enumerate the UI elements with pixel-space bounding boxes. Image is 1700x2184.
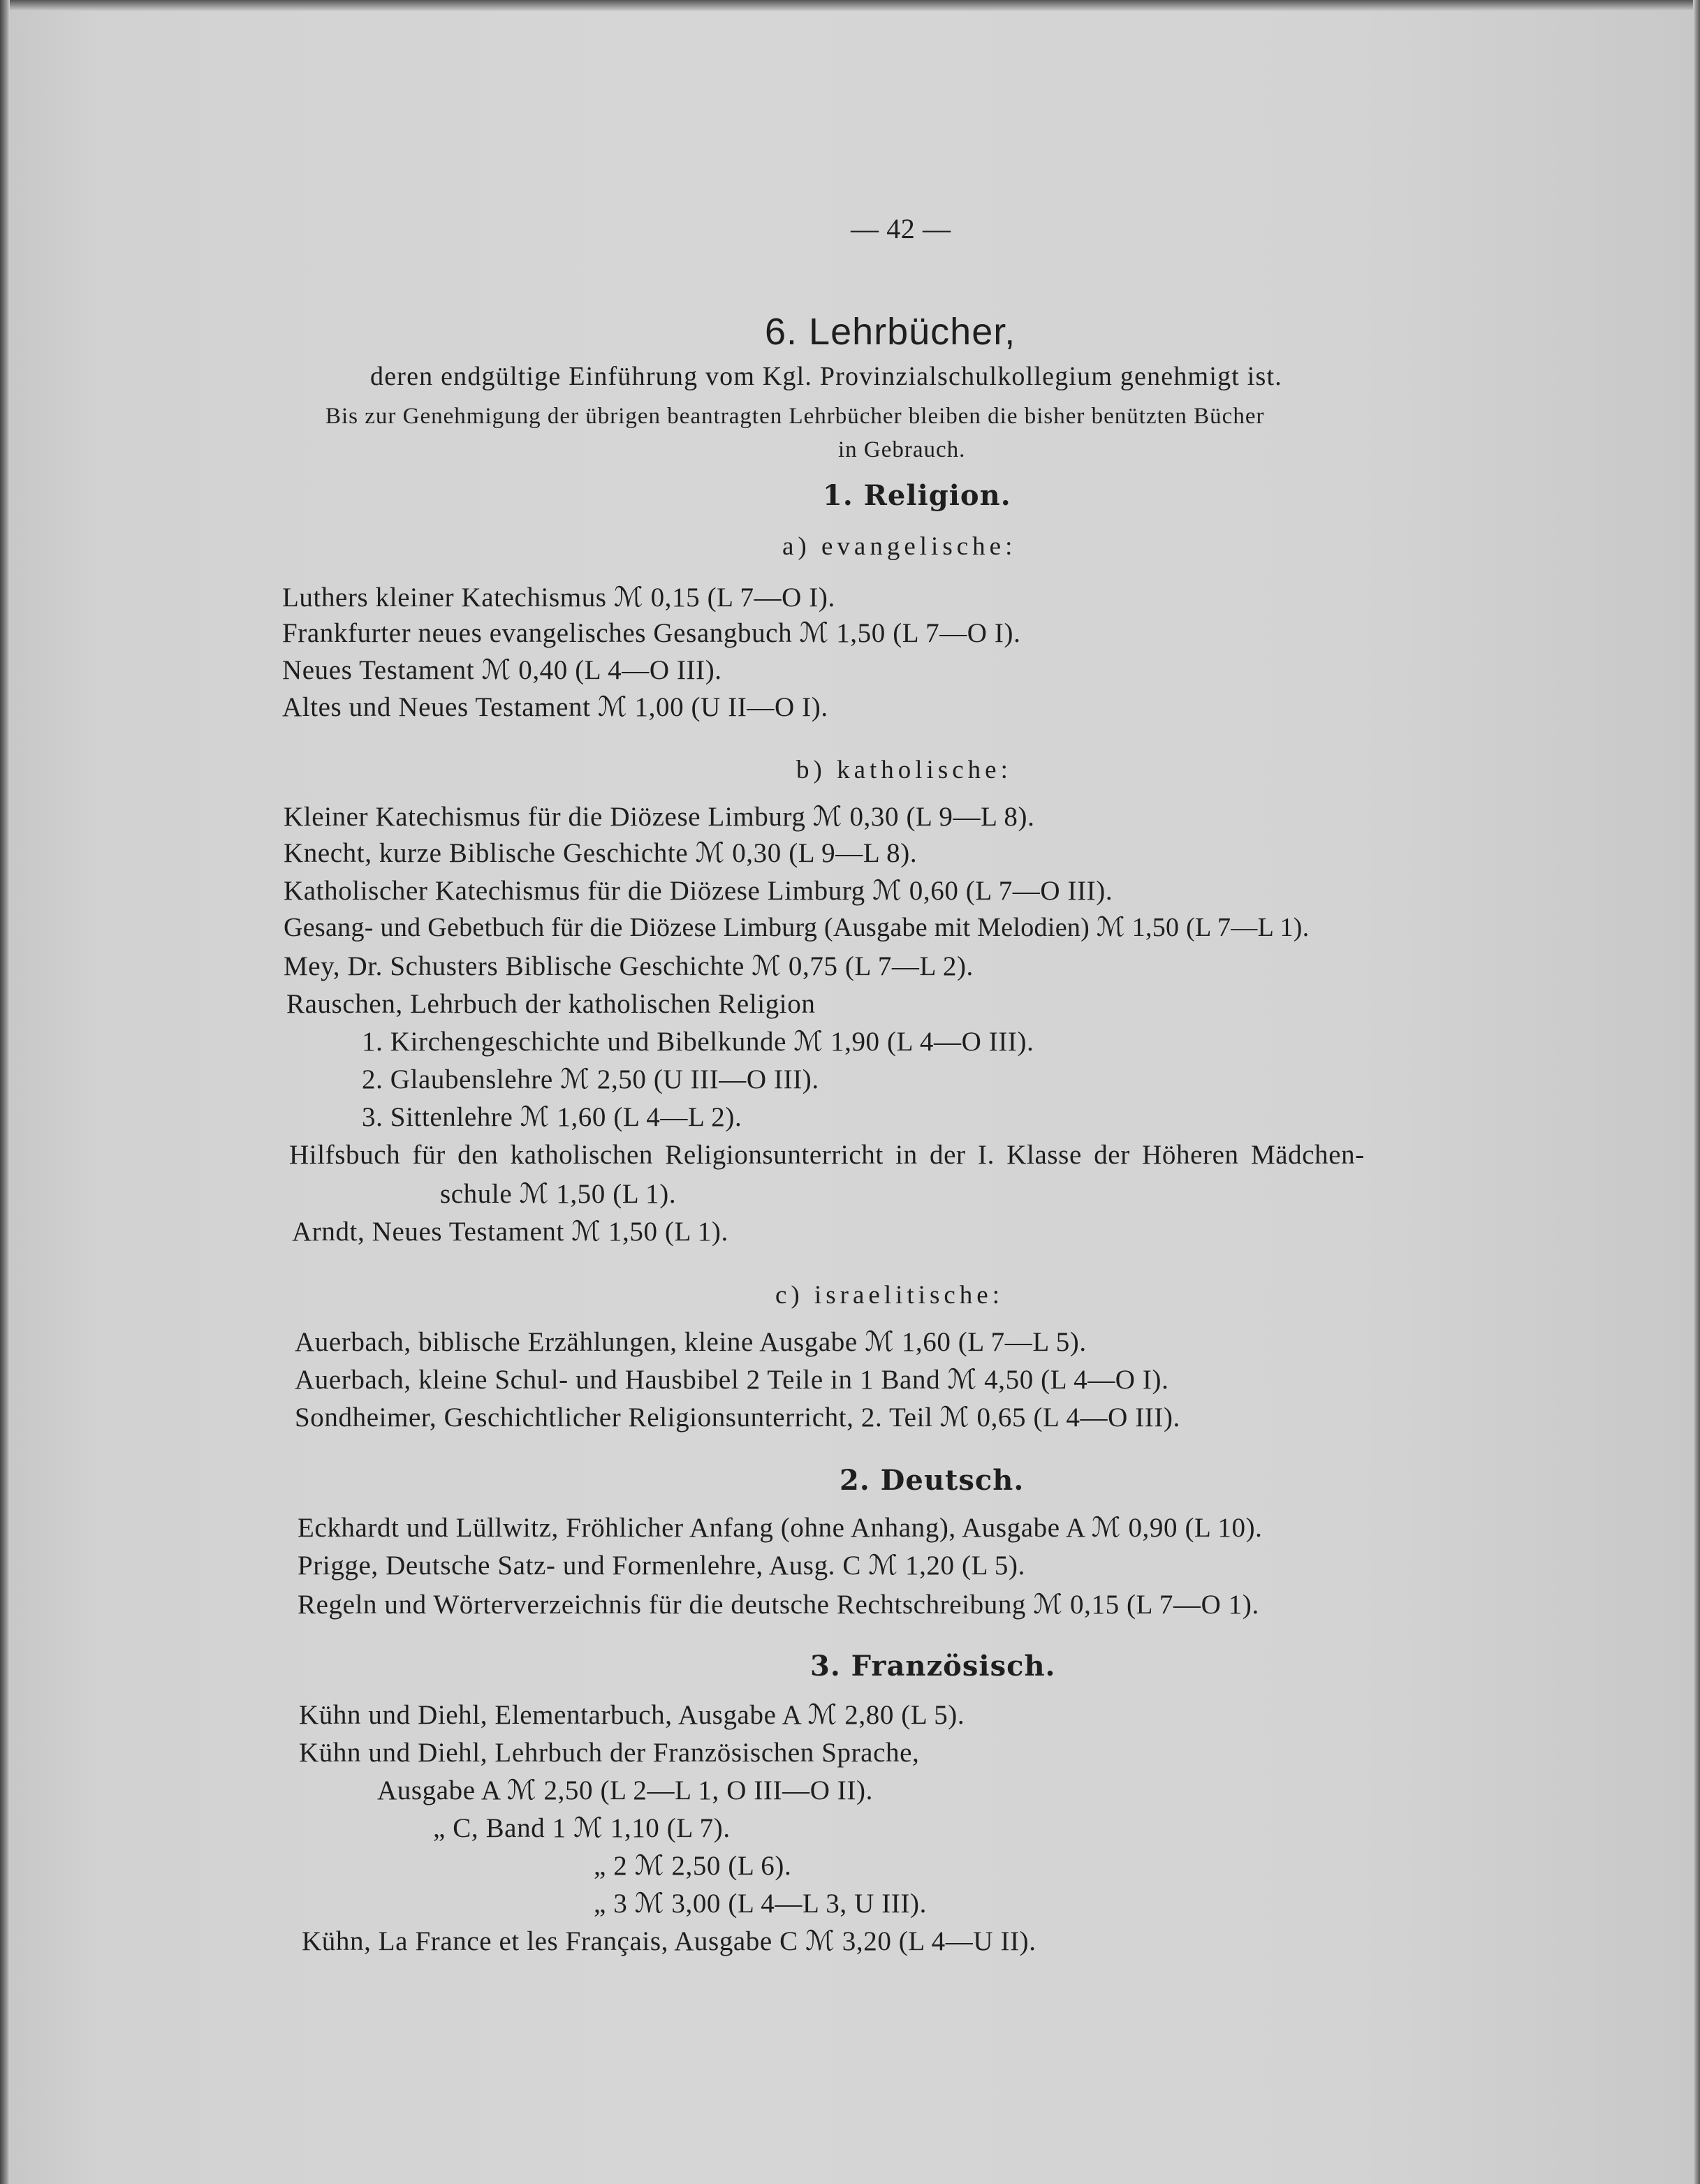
note-line-1: Bis zur Genehmigung der übrigen beantragten Lehrbücher bleiben die bisher benützten Bücher: [325, 404, 1265, 429]
page-number: — 42 —: [851, 213, 951, 244]
list-item: Luthers kleiner Katechismus ℳ 0,15 (L 7—O I).: [282, 582, 835, 613]
list-item: 2. Glaubenslehre ℳ 2,50 (U III—O III).: [362, 1064, 819, 1094]
subsection-heading-evangelisch: a) evangelische:: [782, 532, 1017, 561]
list-item: Auerbach, biblische Erzählungen, kleine Ausgabe ℳ 1,60 (L 7—L 5).: [295, 1327, 1087, 1357]
list-item: Mey, Dr. Schusters Biblische Geschichte ℳ 0,75 (L 7—L 2).: [284, 951, 974, 981]
list-item: 1. Kirchengeschichte und Bibelkunde ℳ 1,90 (L 4—O III).: [362, 1027, 1034, 1057]
list-item: Sondheimer, Geschichtlicher Religionsunterricht, 2. Teil ℳ 0,65 (L 4—O III).: [295, 1402, 1180, 1432]
list-item: Kühn und Diehl, Elementarbuch, Ausgabe A ℳ 2,80 (L 5).: [299, 1700, 965, 1730]
list-item: „ 2 ℳ 2,50 (L 6).: [594, 1851, 792, 1881]
section-heading-deutsch: 2. Deutsch.: [840, 1464, 1025, 1497]
scan-edge-right: [1693, 0, 1700, 2184]
note-line-2: in Gebrauch.: [838, 437, 966, 462]
section-heading-religion: 1. Religion.: [823, 479, 1011, 512]
scan-edge-top: [0, 0, 1700, 11]
list-item: Gesang- und Gebetbuch für die Diözese Limburg (Ausgabe mit Melodien) ℳ 1,50 (L 7—L 1).: [284, 913, 1310, 942]
list-item: 3. Sittenlehre ℳ 1,60 (L 4—L 2).: [362, 1102, 742, 1132]
list-item: Kleiner Katechismus für die Diözese Limburg ℳ 0,30 (L 9—L 8).: [284, 802, 1035, 832]
subsection-heading-israelitisch: c) israelitische:: [775, 1281, 1004, 1310]
list-item: Ausgabe A ℳ 2,50 (L 2—L 1, O III—O II).: [377, 1775, 873, 1805]
list-item: „ C, Band 1 ℳ 1,10 (L 7).: [433, 1813, 731, 1843]
subsection-heading-katholisch: b) katholische:: [796, 756, 1012, 784]
list-item: Prigge, Deutsche Satz- und Formenlehre, Ausg. C ℳ 1,20 (L 5).: [298, 1551, 1025, 1581]
list-item: Katholischer Katechismus für die Diözese Limburg ℳ 0,60 (L 7—O III).: [284, 876, 1113, 906]
list-item: „ 3 ℳ 3,00 (L 4—L 3, U III).: [594, 1889, 927, 1919]
list-item: Hilfsbuch für den katholischen Religionsunterricht in der I. Klasse der Höheren Mädchen-: [289, 1140, 1365, 1170]
list-item: Altes und Neues Testament ℳ 1,00 (U II—O I).: [282, 692, 828, 722]
page-subtitle: deren endgültige Einführung vom Kgl. Provinzialschulkollegium genehmigt ist.: [370, 362, 1282, 391]
list-item: Kühn, La France et les Français, Ausgabe C ℳ 3,20 (L 4—U II).: [302, 1926, 1036, 1956]
list-item: Regeln und Wörterverzeichnis für die deutsche Rechtschreibung ℳ 0,15 (L 7—O 1).: [298, 1590, 1259, 1620]
list-item: Arndt, Neues Testament ℳ 1,50 (L 1).: [292, 1217, 728, 1247]
page-title: 6. Lehrbücher,: [765, 311, 1016, 353]
list-item: Auerbach, kleine Schul- und Hausbibel 2 Teile in 1 Band ℳ 4,50 (L 4—O I).: [295, 1365, 1169, 1395]
list-item: Neues Testament ℳ 0,40 (L 4—O III).: [282, 655, 722, 685]
list-item: Frankfurter neues evangelisches Gesangbuch ℳ 1,50 (L 7—O I).: [282, 618, 1021, 648]
list-item: Eckhardt und Lüllwitz, Fröhlicher Anfang (ohne Anhang), Ausgabe A ℳ 0,90 (L 10).: [298, 1513, 1263, 1543]
list-item: Kühn und Diehl, Lehrbuch der Französischen Sprache,: [299, 1738, 920, 1768]
list-item: Knecht, kurze Biblische Geschichte ℳ 0,30 (L 9—L 8).: [284, 838, 918, 868]
section-heading-franzoesisch: 3. Französisch.: [810, 1650, 1056, 1683]
list-item: schule ℳ 1,50 (L 1).: [440, 1179, 677, 1209]
scan-edge-left: [0, 0, 10, 2184]
list-item: Rauschen, Lehrbuch der katholischen Religion: [286, 989, 816, 1019]
